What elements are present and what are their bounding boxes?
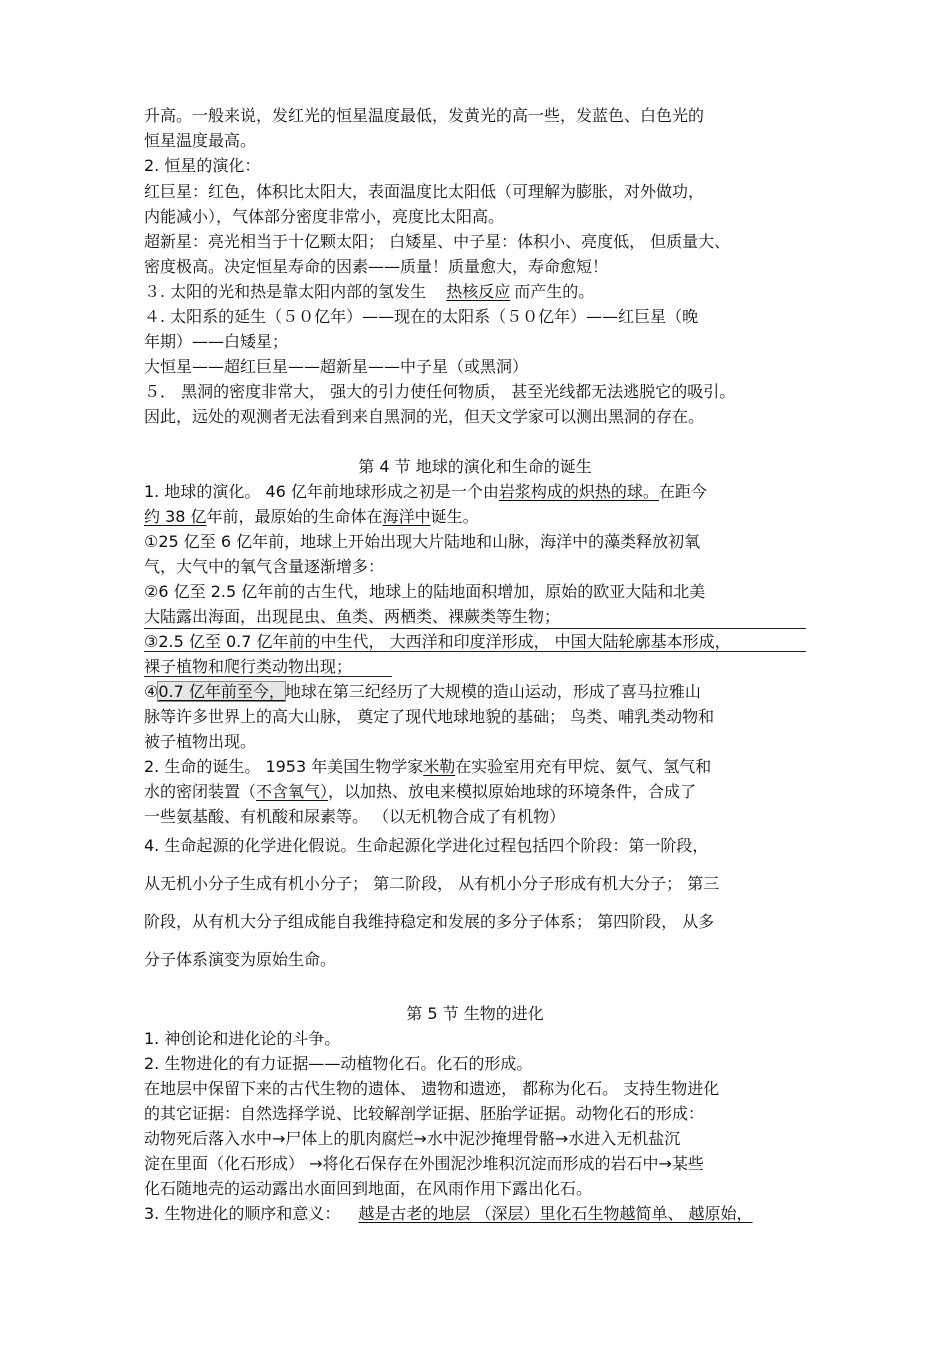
underlined-term: 海洋中 — [382, 507, 431, 526]
text-line: 在地层中保留下来的古代生物的遗体、 遗物和遗迹， 都称为化石。 支持生物进化 — [144, 1079, 720, 1098]
underlined-term: 岩浆构成的炽热的球。 — [498, 482, 659, 501]
text-line: ②6 亿至 2.5 亿年前的古生代，地球上的陆地面积增加，原始的欧亚大陆和北美 — [144, 582, 706, 601]
section-heading: 第 5 节 生物的进化 — [406, 1004, 544, 1023]
text-run: 而产生的。 — [514, 282, 595, 301]
section-heading: 第 4 节 地球的演化和生命的诞生 — [358, 457, 592, 476]
text-line: 4. 生命起源的化学进化假说。生命起源化学进化过程包括四个阶段：第一阶段， — [144, 836, 709, 855]
text-line — [144, 482, 707, 502]
text-line: 年期）——白矮星； — [144, 332, 289, 351]
text-line — [144, 507, 479, 527]
text-line: 红巨星：红色，体积比太阳大，表面温度比太阳低（可理解为膨胀，对外做功， — [144, 182, 705, 201]
text-line: 恒星温度最高。 — [144, 131, 257, 150]
text-line: 超新星：亮光相当于十亿颗太阳； 白矮星、中子星：体积小、亮度低， 但质量大、 — [144, 232, 731, 251]
text-line: 密度极高。决定恒星寿命的因素——质量！质量愈大，寿命愈短！ — [144, 257, 609, 276]
text-line — [144, 782, 696, 802]
text-line — [144, 757, 711, 777]
text-line: 化石随地壳的运动露出水面回到地面，在风雨作用下露出化石。 — [144, 1179, 593, 1198]
text-line: ①25 亿至 6 亿年前，地球上开始出现大片陆地和山脉，海洋中的藻类释放初氧 — [144, 532, 701, 551]
text-line: 被子植物出现。 — [144, 732, 257, 751]
text-run: 3. 生物进化的顺序和意义： — [144, 1204, 341, 1223]
text-line — [144, 282, 594, 302]
text-line: 阶段，从有机大分子组成能自我维持稳定和发展的多分子体系； 第四阶段， 从多 — [144, 912, 715, 931]
underline-rule — [144, 628, 806, 629]
text-line: 大恒星——超红巨星——超新星——中子星（或黑洞） — [144, 357, 529, 376]
text-run: ④ — [144, 682, 159, 701]
text-run: 地球在第三纪经历了大规模的造山运动，形成了喜马拉雅山 — [284, 682, 701, 701]
text-line — [144, 1204, 753, 1224]
text-run: 水的密闭装置（ — [144, 782, 257, 801]
underlined-term: 越是古老的地层 （深层）里化石生物越简单、 越原始， — [358, 1204, 753, 1223]
text-line: 大陆露出海面，出现昆虫、鱼类、两栖类、裸蕨类等生物； — [144, 607, 561, 626]
text-line: 内能减小），气体部分密度非常小，亮度比太阳高。 — [144, 207, 505, 226]
text-run: 1. 地球的演化。 46 亿年前地球形成之初是一个由 — [144, 482, 499, 501]
text-run: 年前，最原始的生命体在 — [206, 507, 383, 526]
underlined-term: 米勒 — [423, 757, 456, 776]
text-line: 1. 神创论和进化论的斗争。 — [144, 1029, 341, 1048]
text-run: 2. 生命的诞生。 1953 年美国生物学家 — [144, 757, 424, 776]
text-run: ３. 太阳的光和热是靠太阳内部的氢发生 — [144, 282, 427, 301]
text-run: 在距今 — [658, 482, 707, 501]
text-line: ③2.5 亿至 0.7 亿年前的中生代， 大西洋和印度洋形成， 中国大陆轮廓基本形成， — [144, 632, 731, 651]
text-run: 在实验室用充有甲烷、氨气、氢气和 — [455, 757, 712, 776]
text-line: 动物死后落入水中→尸体上的肌肉腐烂→水中泥沙掩埋骨骼→水进入无机盐沉 — [144, 1129, 681, 1148]
text-line: 2. 恒星的演化： — [144, 156, 261, 175]
underlined-term: 约 38 亿 — [144, 507, 207, 526]
text-line: 因此，远处的观测者无法看到来自黑洞的光，但天文学家可以测出黑洞的存在。 — [144, 407, 705, 426]
text-line: 一些氨基酸、有机酸和尿素等。 （以无机物合成了有机物） — [144, 807, 566, 826]
underlined-term: 热核反应 — [446, 282, 511, 301]
text-line: 分子体系演变为原始生命。 — [144, 950, 337, 969]
text-line: 的其它证据：自然选择学说、比较解剖学证据、胚胎学证据。动物化石的形成： — [144, 1104, 705, 1123]
text-line: 升高。一般来说，发红光的恒星温度最低，发黄光的高一些，发蓝色、白色光的 — [144, 106, 705, 125]
text-line: 淀在里面（化石形成） →将化石保存在外围泥沙堆积沉淀而形成的岩石中→某些 — [144, 1154, 704, 1173]
text-line: 2. 生物进化的有力证据——动植物化石。化石的形成。 — [144, 1054, 533, 1073]
underline-rule — [144, 651, 806, 652]
text-run: ，以加热、放电来模拟原始地球的环境条件，合成了 — [328, 782, 697, 801]
text-line: ４. 太阳系的延生（５０亿年）——现在的太阳系（５０亿年）——红巨星（晚 — [144, 307, 699, 326]
underline-rule — [144, 676, 392, 677]
text-line — [144, 682, 701, 702]
text-line: 脉等许多世界上的高大山脉， 奠定了现代地球地貌的基础； 鸟类、哺乳类动物和 — [144, 707, 715, 726]
text-line: ５． 黑洞的密度非常大， 强大的引力使任何物质， 甚至光线都无法逃脱它的吸引。 — [144, 382, 736, 401]
text-line: 从无机小分子生成有机小分子； 第二阶段， 从有机小分子形成有机大分子； 第三 — [144, 874, 720, 893]
text-line: 裸子植物和爬行类动物出现； — [144, 657, 353, 676]
text-run: 诞生。 — [430, 507, 479, 526]
highlighted-term: 0.7 亿年前至今， — [158, 682, 285, 701]
text-line: 气，大气中的氧气含量逐渐增多： — [144, 557, 385, 576]
underlined-term: 不含氧气） — [256, 782, 329, 801]
